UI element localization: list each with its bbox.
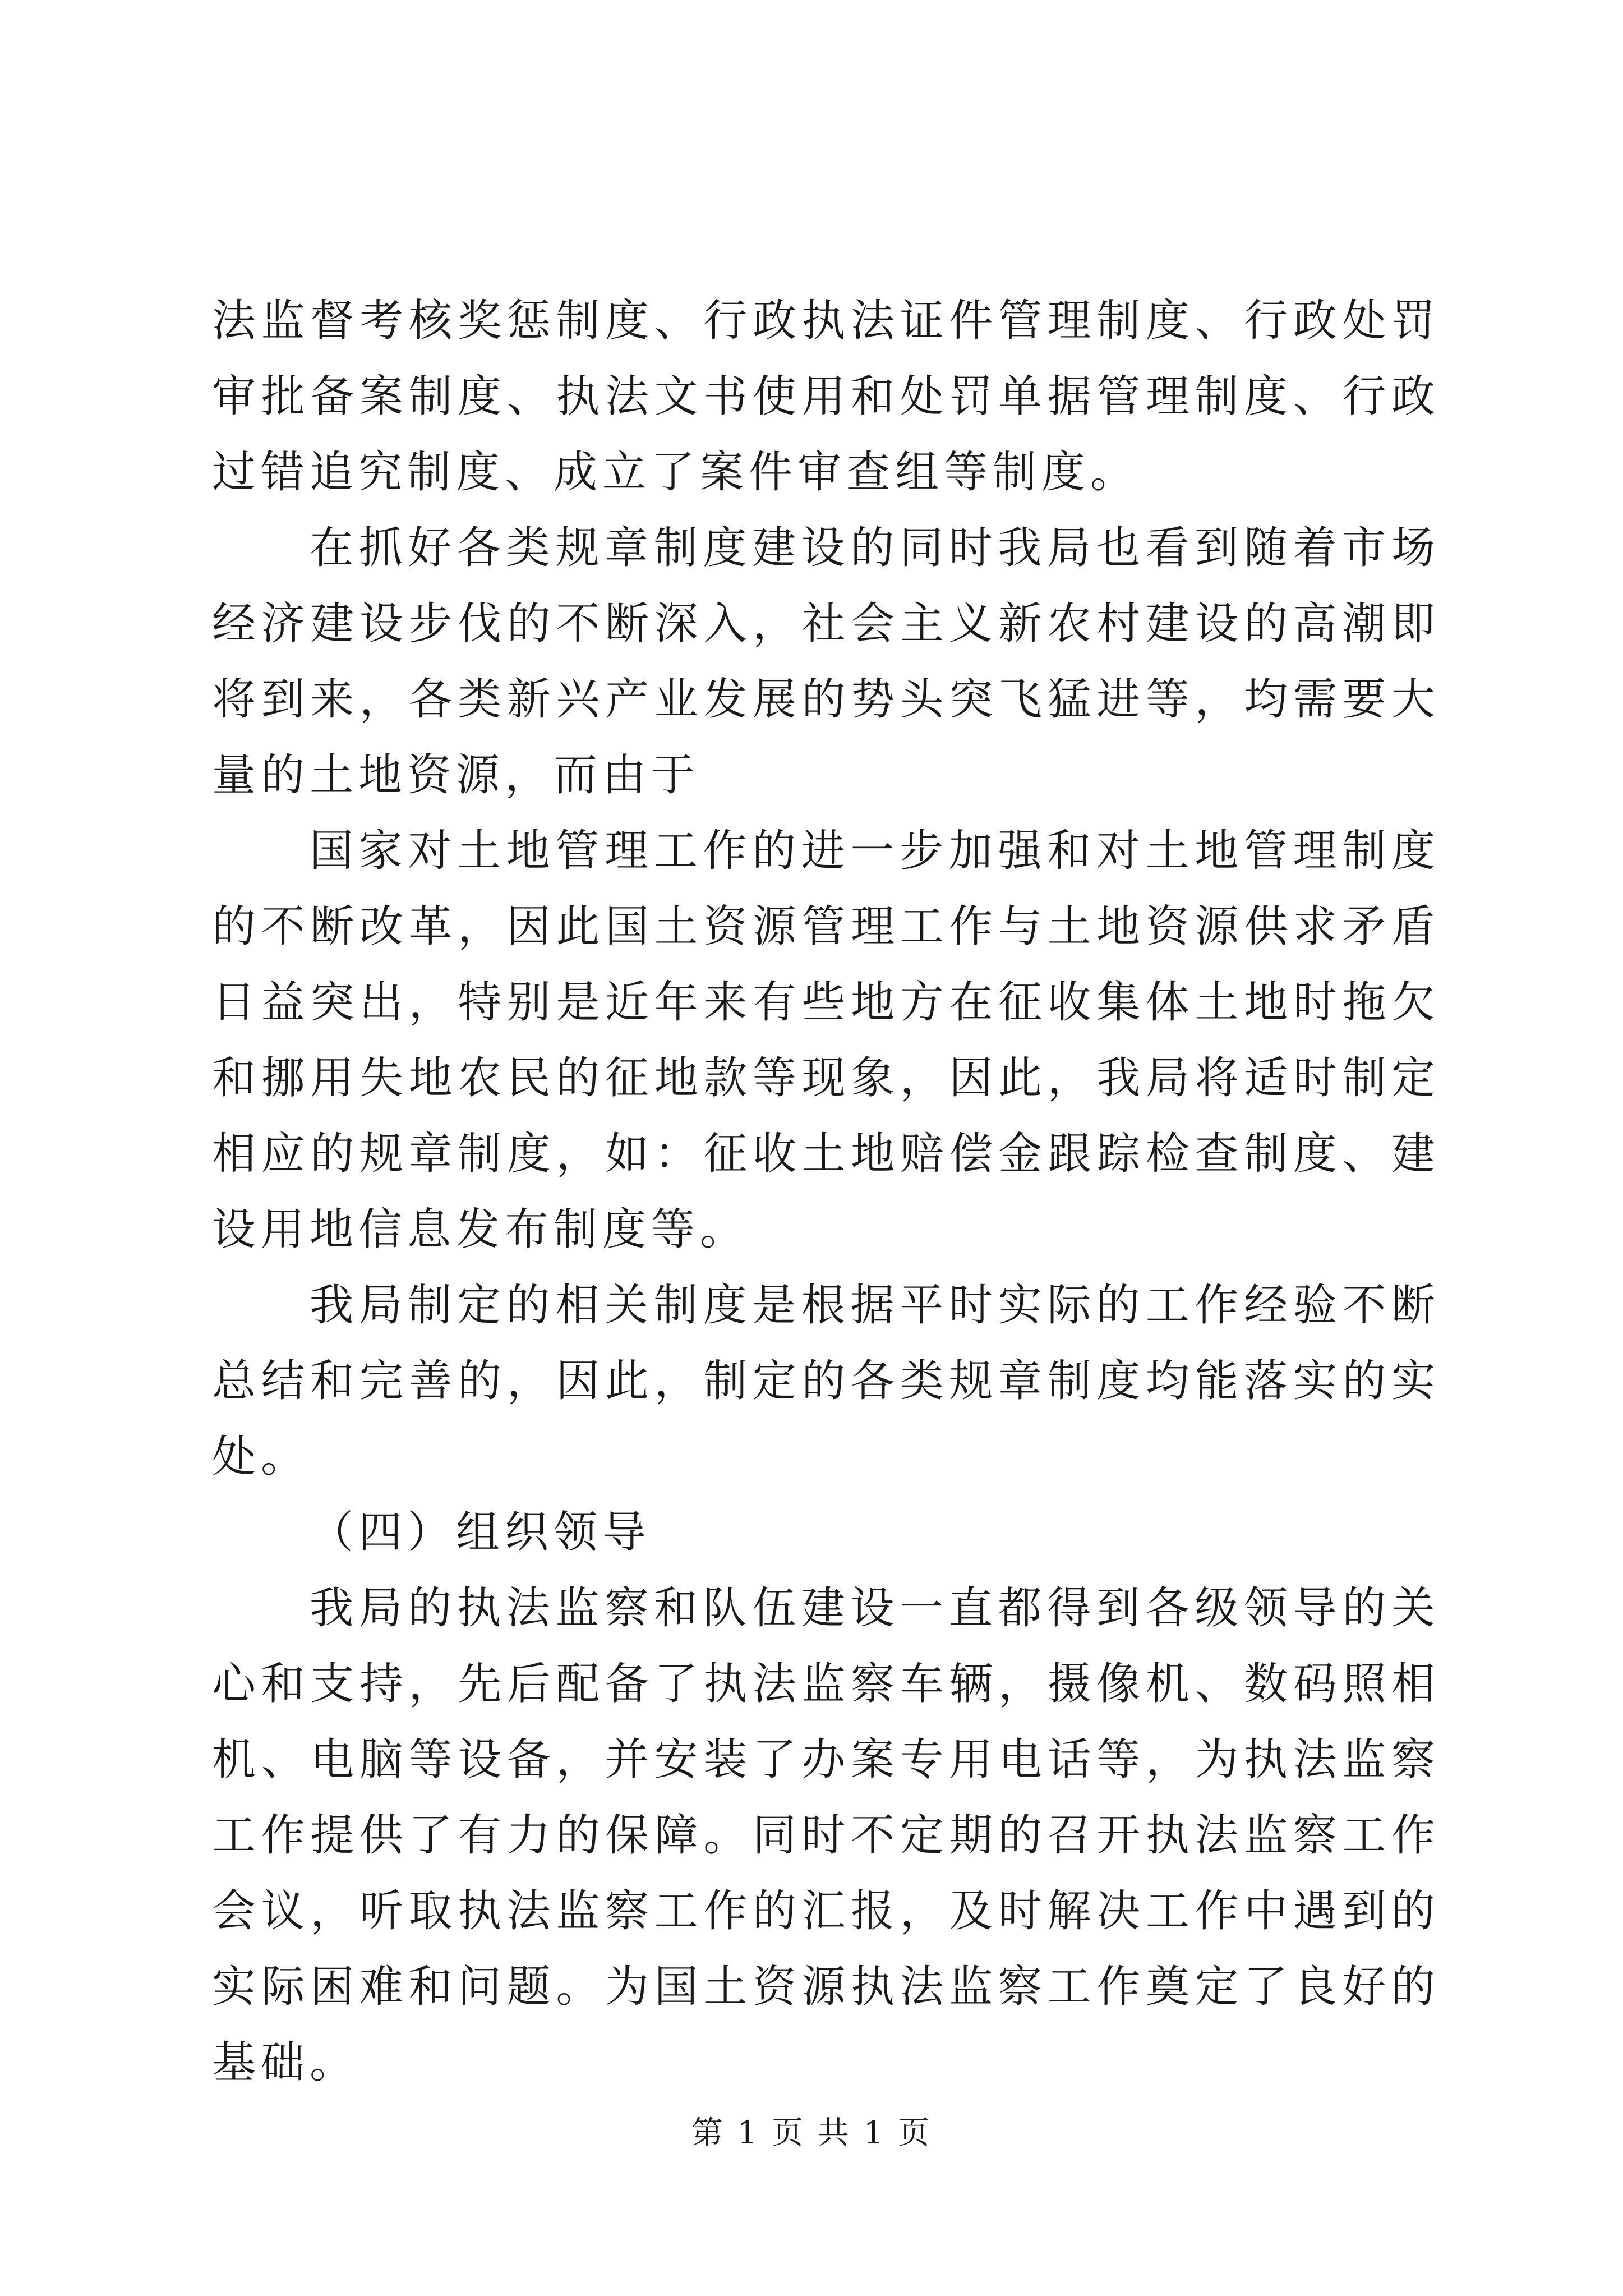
paragraph-3: 国家对土地管理工作的进一步加强和对土地管理制度的不断改革，因此国土资源管理工作与土地资源供求矛盾日益突出，特别是近年来有些地方在征收集体土地时拖欠和挪用失地农民的征地款等现象，因此，我局将适时制定相应的规章制度，如：征收土地赔偿金跟踪检查制度、建设用地信息发布制度等。 xyxy=(212,826,1440,1255)
page-footer: 第 1 页 共 1 页 xyxy=(691,2115,932,2151)
paragraph-1: 法监督考核奖惩制度、行政执法证件管理制度、行政处罚审批备案制度、执法文书使用和处罚单据管理制度、行政过错追究制度、成立了案件审查组等制度。 xyxy=(212,296,1440,498)
paragraph-4: 我局制定的相关制度是根据平时实际的工作经验不断总结和完善的，因此，制定的各类规章制度均能落实的实处。 xyxy=(212,1280,1440,1482)
paragraph-2: 在抓好各类规章制度建设的同时我局也看到随着市场经济建设步伐的不断深入，社会主义新农村建设的高潮即将到来，各类新兴产业发展的势头突飞猛进等，均需要大量的土地资源，而由于 xyxy=(212,523,1440,800)
document-body xyxy=(212,283,1440,2101)
section-heading: （四）组织领导 xyxy=(310,1507,652,1558)
paragraph-5: 我局的执法监察和队伍建设一直都得到各级领导的关心和支持，先后配备了执法监察车辆，摄像机、数码照相机、电脑等设备，并安装了办案专用电话等，为执法监察工作提供了有力的保障。同时不定期的召开执法监察工作会议，听取执法监察工作的汇报，及时解决工作中遇到的实际困难和问题。为国土资源执法监察工作奠定了良好的基础。 xyxy=(212,1583,1440,2088)
